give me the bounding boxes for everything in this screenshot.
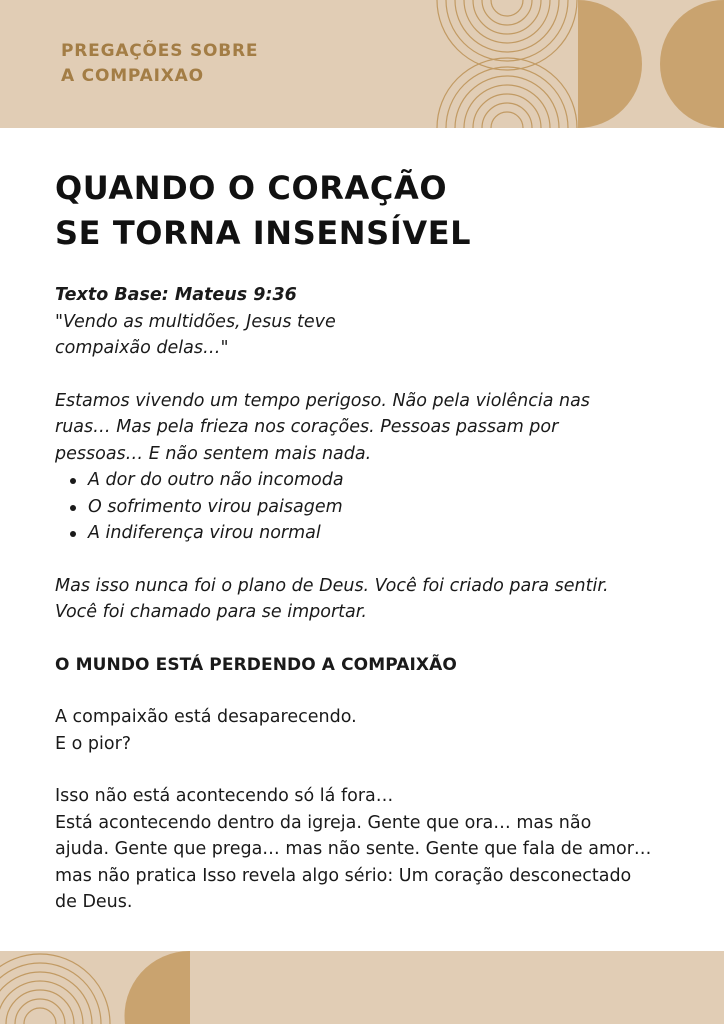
paragraph-line: A compaixão está desaparecendo. xyxy=(55,707,357,727)
concentric-arc-bottom-icon xyxy=(437,58,577,128)
paragraph-line: Está acontecendo dentro da igreja. Gente que ora… mas não xyxy=(55,812,592,833)
concentric-arc-top-icon xyxy=(437,0,577,70)
page-title-line: SE TORNA INSENSÍVEL xyxy=(55,214,472,252)
header-title xyxy=(61,39,258,89)
header-title-line: A COMPAIXAO xyxy=(61,66,204,86)
intro-line: Estamos vivendo um tempo perigoso. Não pela violência nas xyxy=(55,390,590,411)
base-text-quote-line: compaixão delas…" xyxy=(55,338,229,358)
intro-line: pessoas… E não sentem mais nada. xyxy=(55,443,372,464)
paragraph-line: mas não pratica Isso revela algo sério: Um coração desconectado xyxy=(55,865,632,886)
paragraph-line: Isso não está acontecendo só lá fora… xyxy=(55,786,394,806)
intro-line: ruas… Mas pela frieza nos corações. Pessoas passam por xyxy=(55,417,559,437)
half-circle-shape-icon xyxy=(578,0,642,128)
half-circle-shape-right-icon xyxy=(660,0,724,128)
document-body xyxy=(55,282,685,916)
base-text-label: Texto Base: Mateus 9:36 xyxy=(55,285,297,305)
list-item: A dor do outro não incomoda xyxy=(67,467,685,494)
list-item: O sofrimento virou paisagem xyxy=(67,494,685,521)
closing-line: Mas isso nunca foi o plano de Deus. Você foi criado para sentir. xyxy=(55,575,609,596)
spacer xyxy=(55,547,685,573)
spacer xyxy=(55,678,685,704)
bullet-list xyxy=(55,467,685,547)
page-title-line: QUANDO O CORAÇÃO xyxy=(55,169,448,207)
half-circle-footer-icon xyxy=(125,951,190,1024)
spacer xyxy=(55,362,685,388)
concentric-arc-footer-icon xyxy=(0,954,110,1024)
list-item: A indiferença virou normal xyxy=(67,520,685,547)
base-text-quote-line: "Vendo as multidões, Jesus teve xyxy=(55,311,336,332)
spacer xyxy=(55,626,685,652)
page-title xyxy=(55,166,471,256)
header-band xyxy=(0,0,724,128)
footer-band xyxy=(0,951,724,1024)
paragraph-line: de Deus. xyxy=(55,892,133,912)
paragraph-line: ajuda. Gente que prega… mas não sente. Gente que fala de amor… xyxy=(55,839,652,859)
spacer xyxy=(55,757,685,783)
header-title-line: PREGAÇÕES SOBRE xyxy=(61,41,259,61)
closing-line: Você foi chamado para se importar. xyxy=(55,602,367,622)
paragraph-line: E o pior? xyxy=(55,733,132,754)
section-heading: O MUNDO ESTÁ PERDENDO A COMPAIXÃO xyxy=(55,654,457,675)
decorative-arches-bottom xyxy=(0,951,724,1024)
